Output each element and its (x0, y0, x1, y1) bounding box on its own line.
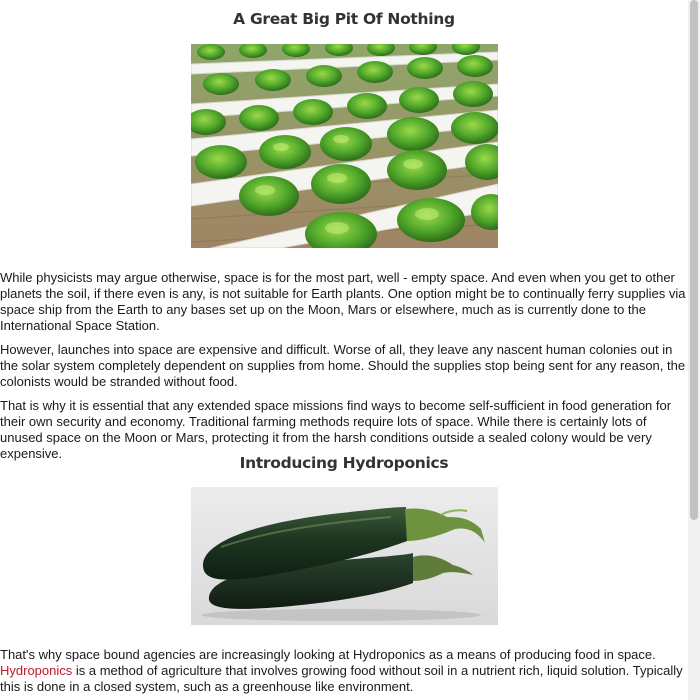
hydroponic-lettuce-image (191, 44, 498, 248)
heading-great-big-pit: A Great Big Pit Of Nothing (233, 10, 455, 28)
scrollbar-thumb[interactable] (690, 0, 698, 520)
paragraph-launches: However, launches into space are expensive and difficult. Worse of all, they leave any nascent human colonies out in the solar system completely dependent on supplies from home. Should the supplies stop being sent for any reason, the colonists would be stranded without food. (0, 342, 686, 389)
heading-introducing-hydroponics: Introducing Hydroponics (239, 454, 449, 472)
paragraph-self-sufficient: That is why it is essential that any extended space missions find ways to become self-sufficient in food generation for their own security and economy. Traditional farming methods require lots of space. While there is certainly lots of unused space on the Moon or Mars, protecting it from the harsh conditions outside a sealed colony would be very expensive. (0, 398, 672, 461)
paragraph-hydroponics (0, 647, 688, 695)
lettuce-photo-illustration (191, 44, 498, 248)
zucchini-image (191, 487, 498, 625)
paragraph-empty-space: While physicists may argue otherwise, space is for the most part, well - empty space. And even when you get to other planets the soil, if there even is any, is not suitable for Earth plants. One option might be to continually ferry supplies via space ship from the Earth to any bases set up on the Moon, Mars or elsewhere, much as is currently done to the International Space Station. (0, 270, 686, 333)
zucchini-photo-illustration (191, 487, 498, 625)
paragraph-hydroponics-rest: is a method of agriculture that involves growing food without soil in a nutrient rich, liquid solution. Typically this is done in a closed system, such as a greenhouse like environment. (0, 663, 683, 694)
page-scrollbar[interactable] (688, 0, 700, 700)
paragraph-hydroponics-intro: That's why space bound agencies are increasingly looking at Hydroponics as a means of producing food in space. (0, 647, 656, 662)
hydroponics-link[interactable]: Hydroponics (0, 663, 73, 678)
